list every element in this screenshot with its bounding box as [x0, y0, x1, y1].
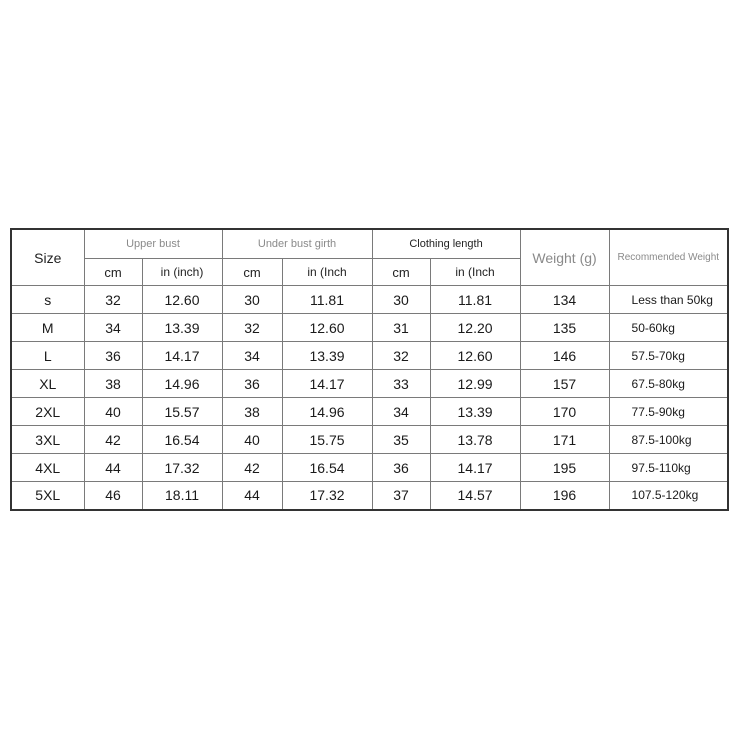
cell-size: 3XL: [11, 426, 84, 454]
cell-weight: 195: [520, 454, 609, 482]
table-body: [11, 286, 728, 510]
cell-size: M: [11, 314, 84, 342]
cell-length-in: 13.39: [430, 398, 520, 426]
cell-upper-in: 13.39: [142, 314, 222, 342]
table-row: [11, 426, 728, 454]
cell-under-in: 17.32: [282, 482, 372, 510]
header-upper-cm: cm: [84, 259, 142, 286]
cell-under-in: 15.75: [282, 426, 372, 454]
header-clothing-length: Clothing length: [372, 229, 520, 259]
table-row: [11, 482, 728, 510]
size-chart-table: [10, 228, 729, 511]
cell-under-cm: 36: [222, 370, 282, 398]
cell-upper-in: 15.57: [142, 398, 222, 426]
header-weight: Weight (g): [520, 229, 609, 286]
cell-upper-cm: 32: [84, 286, 142, 314]
table-row: [11, 342, 728, 370]
cell-length-cm: 35: [372, 426, 430, 454]
cell-upper-in: 14.96: [142, 370, 222, 398]
cell-upper-cm: 44: [84, 454, 142, 482]
cell-size: 2XL: [11, 398, 84, 426]
cell-under-cm: 40: [222, 426, 282, 454]
cell-under-in: 14.17: [282, 370, 372, 398]
cell-recommended: 57.5-70kg: [609, 342, 728, 370]
cell-size: 5XL: [11, 482, 84, 510]
cell-under-in: 11.81: [282, 286, 372, 314]
cell-weight: 135: [520, 314, 609, 342]
header-size: Size: [11, 229, 84, 286]
cell-weight: 157: [520, 370, 609, 398]
cell-length-cm: 33: [372, 370, 430, 398]
header-length-cm: cm: [372, 259, 430, 286]
cell-upper-in: 17.32: [142, 454, 222, 482]
header-recommended-weight: Recommended Weight: [609, 229, 728, 286]
cell-recommended: 67.5-80kg: [609, 370, 728, 398]
table-row: [11, 286, 728, 314]
cell-upper-in: 12.60: [142, 286, 222, 314]
header-under-in: in (Inch: [282, 259, 372, 286]
cell-upper-cm: 46: [84, 482, 142, 510]
header-under-cm: cm: [222, 259, 282, 286]
cell-length-in: 12.20: [430, 314, 520, 342]
cell-length-in: 12.99: [430, 370, 520, 398]
cell-under-in: 16.54: [282, 454, 372, 482]
cell-under-cm: 34: [222, 342, 282, 370]
cell-upper-cm: 36: [84, 342, 142, 370]
cell-upper-cm: 38: [84, 370, 142, 398]
cell-upper-cm: 34: [84, 314, 142, 342]
cell-recommended: 87.5-100kg: [609, 426, 728, 454]
cell-size: 4XL: [11, 454, 84, 482]
cell-recommended: 107.5-120kg: [609, 482, 728, 510]
cell-upper-cm: 42: [84, 426, 142, 454]
cell-recommended: 50-60kg: [609, 314, 728, 342]
cell-recommended: 77.5-90kg: [609, 398, 728, 426]
cell-under-in: 12.60: [282, 314, 372, 342]
cell-upper-in: 16.54: [142, 426, 222, 454]
cell-upper-in: 18.11: [142, 482, 222, 510]
cell-weight: 170: [520, 398, 609, 426]
header-upper-in: in (inch): [142, 259, 222, 286]
cell-length-in: 14.17: [430, 454, 520, 482]
cell-under-cm: 42: [222, 454, 282, 482]
cell-size: XL: [11, 370, 84, 398]
cell-length-cm: 34: [372, 398, 430, 426]
cell-upper-in: 14.17: [142, 342, 222, 370]
cell-length-in: 13.78: [430, 426, 520, 454]
table-row: [11, 454, 728, 482]
cell-size: s: [11, 286, 84, 314]
table-header: [11, 229, 728, 286]
cell-under-cm: 32: [222, 314, 282, 342]
cell-length-in: 14.57: [430, 482, 520, 510]
cell-length-cm: 30: [372, 286, 430, 314]
cell-under-cm: 38: [222, 398, 282, 426]
cell-under-cm: 30: [222, 286, 282, 314]
header-length-in: in (Inch: [430, 259, 520, 286]
table-row: [11, 314, 728, 342]
cell-size: L: [11, 342, 84, 370]
cell-recommended: 97.5-110kg: [609, 454, 728, 482]
header-upper-bust: Upper bust: [84, 229, 222, 259]
cell-recommended: Less than 50kg: [609, 286, 728, 314]
cell-length-in: 12.60: [430, 342, 520, 370]
cell-weight: 134: [520, 286, 609, 314]
cell-weight: 146: [520, 342, 609, 370]
cell-length-cm: 32: [372, 342, 430, 370]
cell-under-in: 14.96: [282, 398, 372, 426]
cell-under-cm: 44: [222, 482, 282, 510]
cell-upper-cm: 40: [84, 398, 142, 426]
cell-weight: 196: [520, 482, 609, 510]
cell-length-cm: 31: [372, 314, 430, 342]
cell-length-cm: 37: [372, 482, 430, 510]
cell-length-in: 11.81: [430, 286, 520, 314]
table-row: [11, 370, 728, 398]
cell-length-cm: 36: [372, 454, 430, 482]
cell-weight: 171: [520, 426, 609, 454]
cell-under-in: 13.39: [282, 342, 372, 370]
header-under-bust-girth: Under bust girth: [222, 229, 372, 259]
table-row: [11, 398, 728, 426]
